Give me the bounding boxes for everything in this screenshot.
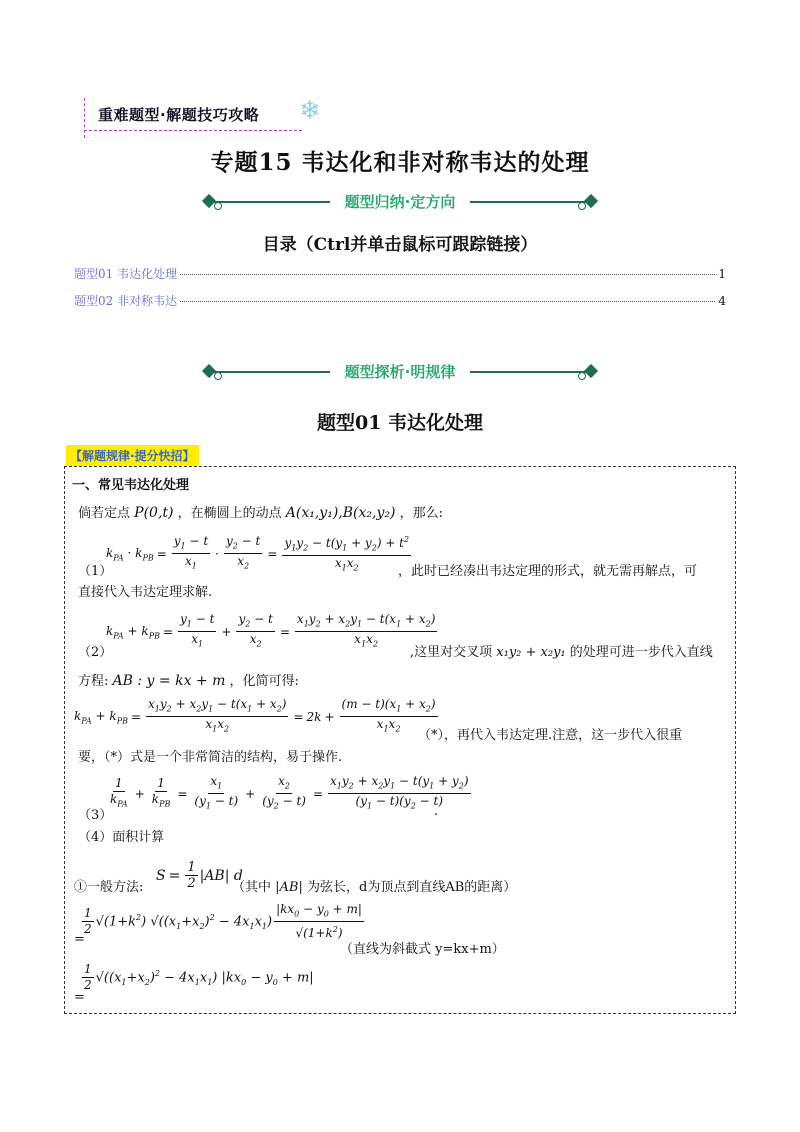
brand-divider [84,130,302,131]
item1-tail: ，此时已经凑出韦达定理的形式，就无需再解点，可 [398,564,698,579]
item2-tail [410,641,713,660]
formula-3: $\frac{1}{k_{PA}}$ + $\frac{1}{k_{PB}}$ = $\frac{x_1}{(y_1 - t)}$ + $\frac{x_2}{(y_2 - t)}$ = $\frac{x_1y_2 + x_2y_1 - t(y_1 + y_2)}{(y_1 - t)(y_2 - t)}$ [110,774,469,811]
item1-line2: 直接代入韦达定理求解. [78,585,213,600]
star-line2: 要，（*）式是一个非常简洁的结构，易于操作. [78,750,343,765]
circle-icon [578,372,586,380]
page-title: 专题15 韦达化和非对称韦达的处理 [210,149,590,176]
slope-note: （直线为斜截式 y=kx+m） [340,942,505,957]
star-tail: （*），再代入韦达定理.注意，这一步代入很重 [418,728,683,743]
toc-item-1[interactable] [74,265,726,283]
general-note-c: 为弦长，d为顶点到直线AB的距离） [307,880,517,895]
intro-line [78,504,443,523]
toc-item-label[interactable]: 题型02 非对称韦达 [74,294,178,308]
circle-icon [214,372,222,380]
box-heading: 一、常见韦达化处理 [72,478,190,493]
banner-mid [200,360,600,384]
diamond-icon [584,194,598,208]
banner-top-text: 题型归纳·定方向 [344,193,456,211]
banner-top [200,190,600,214]
general-note: （其中 |AB| 为弦长，d为顶点到直线AB的距离） [232,880,517,895]
general-label: ①一般方法: [74,880,144,895]
formula-star: $k_{PA} + k_{PB}$ = $\frac{x_1y_2 + x_2y_1 - t(x_1 + x_2)}{x_1x_2}$ = 2k + $\frac{(m - t)(x_1 + x_2)}{x_1x_2}$ [74,697,436,734]
cross-term: x₁y₂ + x₂y₁ [496,645,566,660]
line-eq-formula: AB : y = kx + m [112,673,226,689]
formula-2: $k_{PA} + k_{PB}$ = $\frac{y_1 - t}{x_1}$ + $\frac{y_2 - t}{x_2}$ = $\frac{x_1y_2 + x_2y_1 - t(x_1 + x_2)}{x_1x_2}$ [106,612,436,649]
circle-icon [578,202,586,210]
brand-label: 重难题型·解题技巧攻略 [98,106,260,124]
toc-item-label[interactable]: 题型01 韦达化处理 [74,267,178,281]
line-equation-row [78,672,299,691]
item3-end: . [434,804,439,819]
point-p: P(0,t) [134,505,174,521]
eq-prefix-2: = [74,990,85,1005]
intro-text-a: 倘若定点 [78,506,131,521]
circle-icon [214,202,222,210]
area-formula-1: $\frac{1}{2}$ $√(1+k^2) √((x_1+x_2)^2 - 4x_1x_1)$ $\frac{|kx_0 - y_0 + m|}{√(1+k^2)}$ [84,902,362,941]
area-formula: S = $\frac{1}{2}$ |AB| d [156,860,243,891]
toc-item-page: 1 [718,267,726,281]
tip-tag: 【解题规律·提分快招】 [66,445,199,466]
item2-tail-c: 的处理可进一步代入直线 [569,645,713,660]
item2-tail-a: ,这里对交叉项 [410,645,493,660]
diamond-icon [584,364,598,378]
points-ab: A(x₁,y₁),B(x₂,y₂) [285,505,396,521]
toc-item-page: 4 [718,294,726,308]
item3-number: （3） [78,808,113,823]
section-title: 题型01 韦达化处理 [316,412,484,434]
toc-leader [180,274,715,275]
item1-number: （1） [78,564,113,579]
banner-mid-text: 题型探析·明规律 [344,363,456,381]
banner-line-right [470,371,588,373]
toc-leader [180,301,715,302]
eq-prefix-1: = [74,932,85,947]
line-eq-c: ，化简可得: [229,674,299,689]
intro-text-d: ，那么: [399,506,443,521]
line-eq-a: 方程: [78,674,109,689]
toc-title: 目录（Ctrl并单击鼠标可跟踪链接） [262,235,538,255]
brand-header [84,96,321,134]
banner-line-right [470,201,588,203]
formula-1: $k_{PA} \cdot k_{PB}$ = $\frac{y_1 - t}{x_1}$ · $\frac{y_2 - t}{x_2}$ = $\frac{y_1y_2 - t(y_1 + y_2) + t^2}{x_1x_2}$ [106,534,410,573]
brand-divider-vertical [84,98,85,138]
banner-line-left [212,371,330,373]
general-note-a: （其中 [232,880,272,895]
area-formula-2: $\frac{1}{2}$ $√((x_1+x_2)^2 - 4x_1x_1) |kx_0 - y_0 + m|$ [84,962,314,992]
toc-item-2[interactable] [74,292,726,310]
item2-number: （2） [78,645,113,660]
item4-heading: （4）面积计算 [78,830,165,845]
intro-text-b: ，在椭圆上的动点 [177,506,282,521]
snowflake-icon: ❄ [299,96,321,126]
banner-line-left [212,201,330,203]
